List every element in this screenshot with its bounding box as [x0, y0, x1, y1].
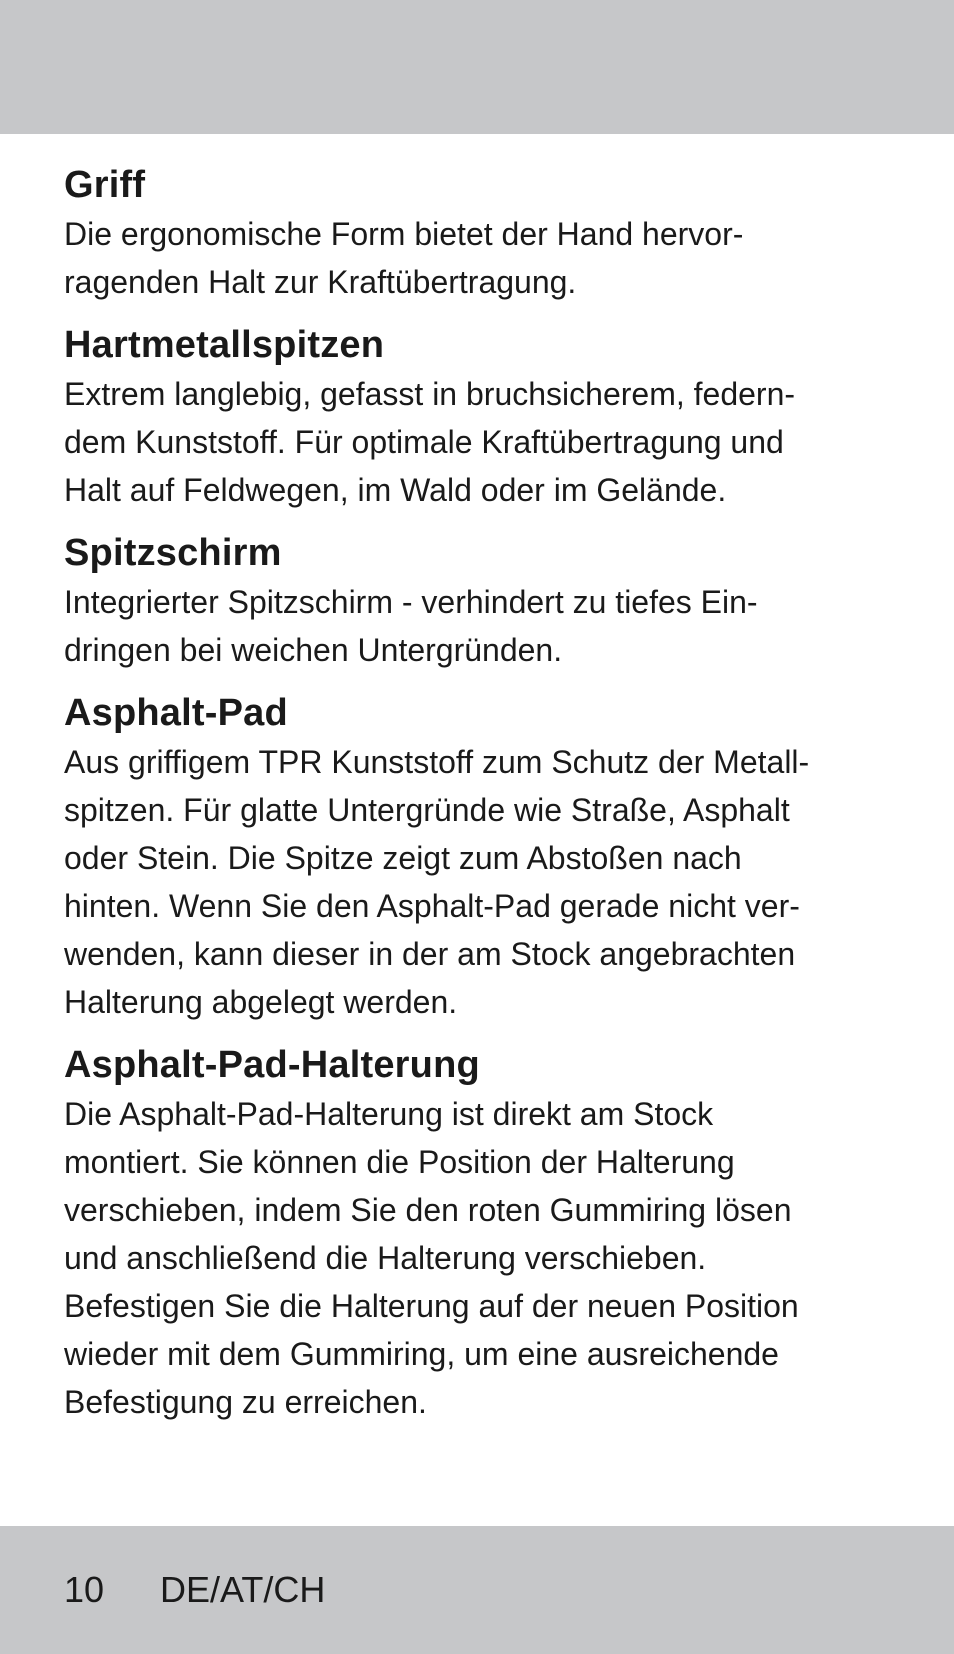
- body-line: Befestigung zu erreichen.: [64, 1384, 427, 1420]
- body-line: Die Asphalt-Pad-Halterung ist direkt am Stock: [64, 1096, 714, 1132]
- body-line: verschieben, indem Sie den roten Gummiring lösen: [64, 1192, 792, 1228]
- region-label: DE/AT/CH: [160, 1569, 326, 1610]
- section-asphalt-pad-halterung: [64, 1040, 894, 1426]
- body-line: spitzen. Für glatte Untergründe wie Straße, Asphalt: [64, 792, 790, 828]
- section-body: [64, 370, 894, 514]
- section-asphalt-pad: [64, 688, 894, 1026]
- body-line: dem Kunststoff. Für optimale Kraftübertragung und: [64, 424, 784, 460]
- body-line: Halt auf Feldwegen, im Wald oder im Gelände.: [64, 472, 727, 508]
- body-line: Halterung abgelegt werden.: [64, 984, 458, 1020]
- body-line: Extrem langlebig, gefasst in bruchsicherem, federn-: [64, 376, 796, 412]
- body-line: Aus griffigem TPR Kunststoff zum Schutz der Metall-: [64, 744, 810, 780]
- page-footer: [64, 1568, 325, 1612]
- body-line: Die ergonomische Form bietet der Hand hervor-: [64, 216, 744, 252]
- section-spitzschirm: [64, 528, 894, 674]
- section-heading: Asphalt-Pad: [64, 692, 288, 734]
- section-body: [64, 210, 894, 306]
- body-line: wieder mit dem Gummiring, um eine ausreichende: [64, 1336, 779, 1372]
- manual-content: [64, 160, 894, 1440]
- header-band: [0, 0, 954, 134]
- body-line: und anschließend die Halterung verschieben.: [64, 1240, 707, 1276]
- section-body: [64, 578, 894, 674]
- section-body: [64, 738, 894, 1026]
- body-line: Integrierter Spitzschirm - verhindert zu tiefes Ein-: [64, 584, 758, 620]
- body-line: hinten. Wenn Sie den Asphalt-Pad gerade nicht ver-: [64, 888, 800, 924]
- body-line: montiert. Sie können die Position der Halterung: [64, 1144, 735, 1180]
- body-line: dringen bei weichen Untergründen.: [64, 632, 563, 668]
- section-heading: Asphalt-Pad-Halterung: [64, 1044, 480, 1086]
- page-number: 10: [64, 1569, 105, 1610]
- body-line: Befestigen Sie die Halterung auf der neuen Position: [64, 1288, 799, 1324]
- section-heading: Hartmetallspitzen: [64, 324, 385, 366]
- body-line: oder Stein. Die Spitze zeigt zum Abstoßen nach: [64, 840, 742, 876]
- body-line: ragenden Halt zur Kraftübertragung.: [64, 264, 577, 300]
- section-griff: [64, 160, 894, 306]
- body-line: wenden, kann dieser in der am Stock angebrachten: [64, 936, 796, 972]
- section-heading: Spitzschirm: [64, 532, 282, 574]
- section-hartmetallspitzen: [64, 320, 894, 514]
- section-body: [64, 1090, 894, 1426]
- section-heading: Griff: [64, 164, 146, 206]
